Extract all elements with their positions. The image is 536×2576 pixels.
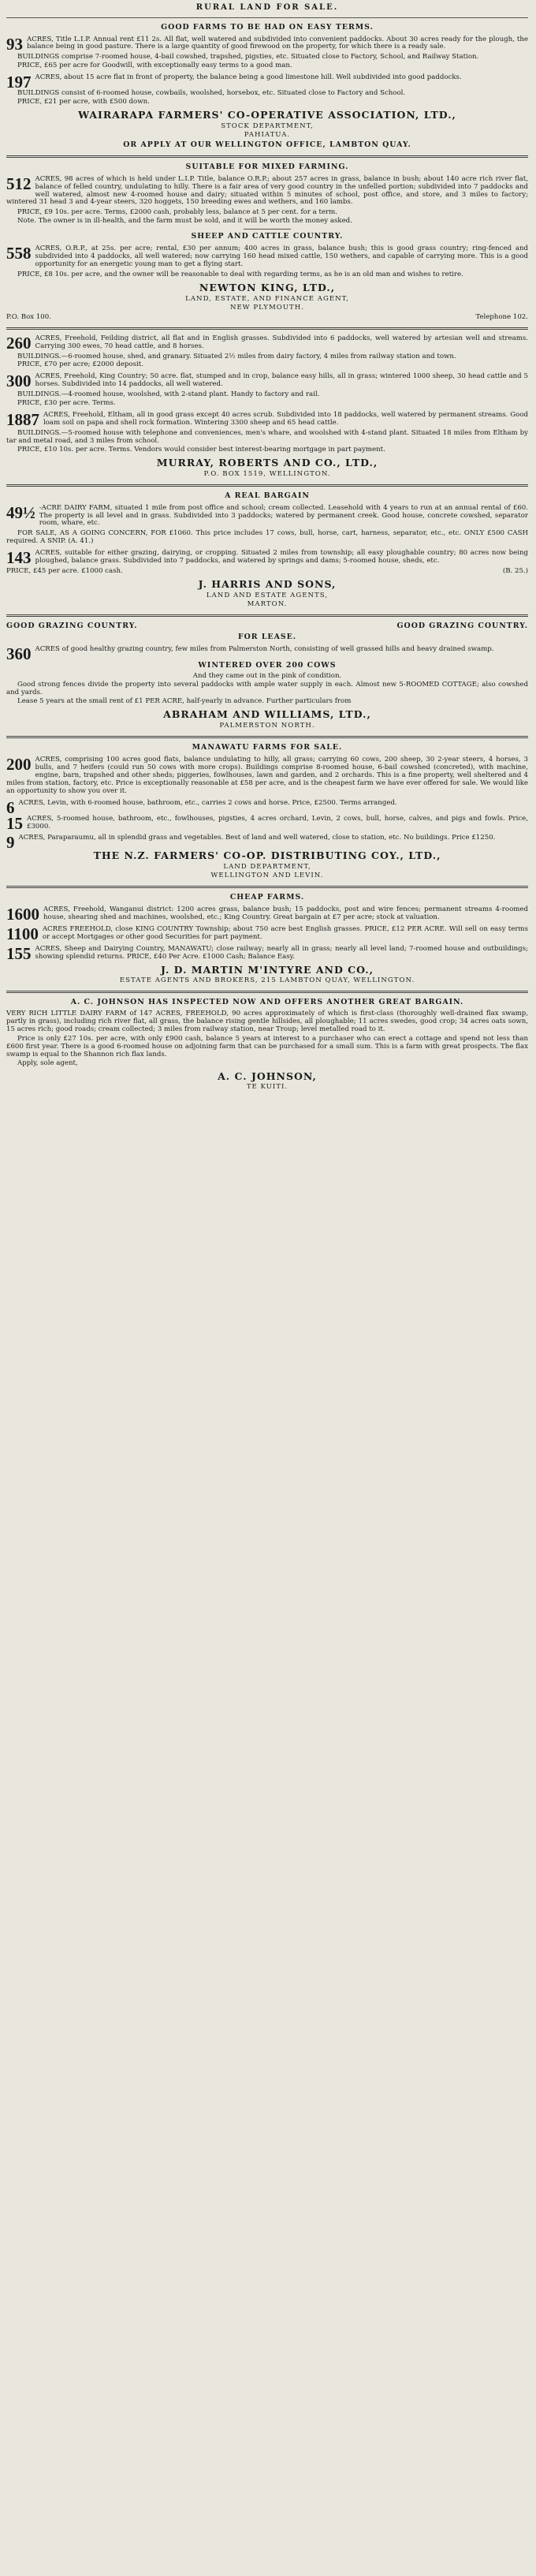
listing-acreage: 155	[6, 943, 32, 963]
listing-text: ACRES, 5-roomed house, bathroom, etc., fowlhouses, pigsties, 4 acres orchard, Levin, 2 cows, bull, horse, calves, and pigs and fowls. Price, £3000.	[27, 814, 528, 831]
agent-contact-row	[6, 314, 528, 322]
listing-price-row	[6, 568, 528, 576]
listing-buildings: BUILDINGS.—4-roomed house, woolshed, with 2-stand plant. Handy to factory and rail.	[17, 390, 320, 399]
agent-name: ABRAHAM AND WILLIAMS, LTD.,	[163, 708, 371, 721]
listing-price: Price is only £27 10s. per acre, with only £900 cash, balance 5 years at interest to a purchaser who can erect a cottage and spend not less than £600 first year. There is a good 6-roomed house on adjoining farm that can be purchased for a small sum. This is a farm with great prospects. The flax swamp is equal to the Shannon rich flax lands.	[6, 1034, 528, 1058]
agent-name: J. HARRIS AND SONS,	[198, 578, 337, 591]
agent-name: THE N.Z. FARMERS' CO-OP. DISTRIBUTING COY., LTD.,	[93, 849, 441, 862]
agent-address: P.O. BOX 1519, WELLINGTON.	[203, 469, 331, 478]
listing-1887-acres	[6, 410, 528, 430]
listing-buildings: BUILDINGS comprise 7-roomed house, 4-bail cowshed, trapshed, pigsties, etc. Situated close to Factory, School, and Railway Station.	[17, 53, 479, 62]
listing-price: PRICE, £30 per acre. Terms.	[17, 399, 116, 408]
listing-acreage: 360	[6, 644, 32, 663]
lease-heading: FOR LEASE.	[237, 632, 297, 641]
agent-department: LAND DEPARTMENT,	[223, 862, 311, 871]
listing-sale-text: FOR SALE, AS A GOING CONCERN, FOR £1060. This price includes 17 cows, bull, horse, cart, harness, separator, etc., etc. ONLY £500 CASH required. A SNIP.	[6, 529, 528, 546]
divider	[6, 327, 528, 330]
agent-town: MARTON.	[247, 599, 288, 608]
po-box: P.O. Box 100.	[6, 312, 51, 321]
section-heading-good-farms: GOOD FARMS TO BE HAD ON EASY TERMS.	[161, 22, 374, 32]
listing-300-acres	[6, 373, 528, 389]
listing-acreage: 558	[6, 244, 32, 263]
listing-apply: Apply, sole agent,	[17, 1058, 78, 1067]
listing-text: ACRES, Freehold, King Country; 50 acre. flat, stumped and in crop, balance easy hills, all in grass; wintered 1000 sheep, 30 head cattle and 5 horses. Subdivided into 14 paddocks, all well watered.	[35, 372, 528, 389]
divider	[6, 736, 528, 738]
listing-text: ACRES, suitable for either grazing, dairying, or cropping. Situated 2 miles from township; all easy ploughable country; 80 acres now being ploughed, balance grass. Subdivided into 7 paddocks, and watered by springs and dams; 5-roomed house, sheds, etc.	[35, 549, 528, 566]
listing-acreage: 1600	[6, 904, 39, 924]
agent-name: A. C. JOHNSON,	[218, 1070, 317, 1082]
listing-acreage: 197	[6, 73, 32, 92]
listing-price: PRICE, £45 per acre. £1000 cash.	[6, 567, 123, 576]
section-heading-johnson: A. C. JOHNSON HAS INSPECTED NOW AND OFFERS ANOTHER GREAT BARGAIN.	[70, 998, 464, 1007]
grazing-heading-row	[6, 622, 528, 631]
telephone: Telephone 102.	[475, 312, 528, 321]
listing-price: PRICE, £10 10s. per acre. Terms. Vendors would consider best interest-bearing mortgage in part payment.	[17, 446, 385, 454]
section-heading-cheap-farms: CHEAP FARMS.	[229, 892, 305, 902]
listing-143-acres	[6, 550, 528, 566]
listing-acreage: 200	[6, 754, 32, 774]
divider	[6, 484, 528, 487]
listing-text: ACRES, Title L.I.P. Annual rent £11 2s. All flat, well watered and subdivided into convenient paddocks. About 30 acres ready for the plough, the balance being in good pasture. There is a large quantity of good firewood on the property, for which there is a ready sale.	[27, 35, 528, 51]
listing-15-acres	[6, 813, 528, 833]
listing-9-acres	[6, 833, 528, 853]
agent-town: TE KUITI.	[246, 1083, 288, 1092]
listing-buildings: BUILDINGS.—5-roomed house with telephone and conveniences, men's whare, and woolshed with 4-stand plant. Situated 18 miles from Eltham by tar and metal road, and 3 miles from school.	[6, 429, 528, 446]
listing-acreage: 260	[6, 333, 32, 353]
listing-text: ACRES FREEHOLD, close KING COUNTRY Township; about 750 acre best English grasses. PRICE, £12 PER ACRE. Will sell on easy terms or accept Mortgages or other good Securities for part payment.	[42, 924, 528, 941]
listing-200-acres	[6, 756, 528, 796]
listing-text: ACRES, about 15 acre flat in front of property, the balance being a good limestone hill. Well subdivided into good paddocks.	[35, 73, 462, 82]
listing-sale-terms	[6, 530, 528, 546]
listing-acreage: 93	[6, 34, 23, 54]
agent-town: WELLINGTON AND LEVIN.	[210, 871, 324, 879]
heading-right: GOOD GRAZING COUNTRY.	[396, 621, 528, 630]
listing-197-acres	[6, 73, 528, 92]
divider	[6, 155, 528, 158]
listing-price: PRICE, £8 10s. per acre, and the owner will be reasonable to deal with regarding terms, as he is an old man and wishes to retire.	[17, 271, 463, 279]
listing-147-acres	[6, 1010, 528, 1034]
agent-description: LAND AND ESTATE AGENTS,	[206, 591, 329, 599]
section-subheading-sheep-cattle: SHEEP AND CATTLE COUNTRY.	[191, 232, 344, 241]
listing-text: ACRES, 98 acres of which is held under L.I.P. Title, balance O.R.P.; about 257 acres in grass, balance in bush; about 140 acre rich river flat, balance of felled country, undulating to hilly. There is a fair area of very good country in the unfelled portion; subdivided into 7 paddocks and well watered, almost new 4-roomed house and dairy; situated within 5 minutes of school, post office, and store, and 3 miles to factory; wintered 31 head 3 and 4-year steers, 320 hoggets, 150 breeding ewes and wethers, and 160 lambs.	[6, 174, 528, 207]
agent-town: PAHIATUA.	[244, 130, 291, 139]
page-title: RURAL LAND FOR SALE.	[6, 2, 528, 18]
agent-name: NEWTON KING, LTD.,	[199, 282, 336, 294]
listing-price: PRICE, £70 per acre; £2000 deposit.	[17, 360, 143, 369]
agent-name: J. D. MARTIN M'INTYRE AND CO.,	[161, 963, 374, 976]
divider	[6, 886, 528, 888]
agent-name: MURRAY, ROBERTS AND CO., LTD.,	[156, 457, 378, 469]
listing-text: ACRES, Levin, with 6-roomed house, bathroom, etc., carries 2 cows and horse. Price, £2500. Terms arranged.	[18, 798, 397, 807]
agent-name: WAIRARAPA FARMERS' CO-OPERATIVE ASSOCIATION, LTD.,	[78, 109, 456, 121]
wintered-heading: WINTERED OVER 200 COWS	[198, 660, 337, 670]
listing-acreage: 49½	[6, 502, 35, 522]
agent-address: ESTATE AGENTS AND BROKERS, 215 LAMBTON QUAY, WELLINGTON.	[119, 976, 415, 985]
listing-price: PRICE, £21 per acre, with £500 down.	[17, 98, 150, 106]
listing-text: ACRES, Sheep and Dairying Country, MANAWATU; close railway; nearly all in grass; nearly all level land; 7-roomed house and outbuildings; showing splendid returns. PRICE, £40 Per Acre. £1000 Cash; Balance Easy.	[35, 944, 528, 961]
listing-acreage: 143	[6, 548, 32, 568]
pink-condition: And they came out in the pink of condition.	[192, 672, 342, 681]
agent-town: PALMERSTON NORTH.	[219, 721, 315, 730]
listing-text: ACRES, Freehold, Eltham, all in good grass except 40 acres scrub. Subdivided into 18 paddocks, well watered by permanent streams. Good loam soil on papa and shell rock formation. Wintering 3300 sheep and 65 head cattle.	[43, 411, 528, 427]
listing-acreage: 15	[6, 813, 23, 833]
listing-6-acres	[6, 797, 528, 817]
divider	[6, 614, 528, 617]
listing-text: ACRES, O.R.P., at 25s. per acre; rental, £30 per annum; 400 acres in grass, balance bush; this is good grass country; ring-fenced and subdivided into 4 paddocks, all well watered; now carrying 160 head mixed cattle, 150 wethers, and capable of carrying more. This is a good opportunity for an energetic young man to get a flying start.	[35, 245, 528, 269]
listing-1600-acres	[6, 906, 528, 922]
agent-description: LAND, ESTATE, AND FINANCE AGENT,	[185, 294, 349, 303]
divider	[6, 991, 528, 993]
listing-acreage: 1887	[6, 410, 39, 430]
listing-acreage: 1100	[6, 924, 39, 943]
listing-text: ACRES, Paraparaumu, all in splendid grass and vegetables. Best of land and well watered, close to station, etc. No buildings. Price £1250.	[18, 834, 496, 842]
agent-office: OR APPLY AT OUR WELLINGTON OFFICE, LAMBTON QUAY.	[123, 140, 411, 149]
listing-reference: (B. 25.)	[502, 567, 528, 576]
heading-left: GOOD GRAZING COUNTRY.	[6, 621, 138, 630]
listing-text: -ACRE DAIRY FARM, situated 1 mile from post office and school; cream collected. Leasehold with 4 years to run at an annual rental of £60. The property is all level and in grass. Subdivided into 3 paddocks; watered by permanent creek. Good house, concrete cowshed, separator room, whare, etc.	[39, 503, 528, 528]
section-heading-mixed-farming: SUITABLE FOR MIXED FARMING.	[185, 162, 349, 171]
listing-49-acres	[6, 502, 528, 528]
listing-1100-acres	[6, 926, 528, 942]
section-heading-real-bargain: A REAL BARGAIN	[225, 491, 310, 500]
listing-lease-terms: Lease 5 years at the small rent of £1 PER ACRE, half-yearly in advance. Further particulars from	[17, 697, 352, 706]
listing-text: ACRES, Freehold, Feilding district, all flat and in English grasses. Subdivided into 6 paddocks, well watered by artesian well and streams. Carrying 300 ewes, 70 head cattle, and 8 horses.	[35, 334, 528, 350]
listing-acreage: 6	[6, 797, 15, 817]
listing-558-acres	[6, 245, 528, 269]
divider	[244, 229, 291, 230]
listing-text: ACRES, Freehold, Wanganui district: 1200 acres grass, balance bush; 15 paddocks, post and wire fences; permanent streams 4-roomed house, shearing shed and machines, woolshed, etc.; King Country. Great bargain at £7 per acre; stock at valuation.	[43, 905, 528, 921]
listing-360-acres	[6, 644, 528, 663]
listing-reference: (A. 41.)	[68, 537, 94, 546]
listing-acreage: 512	[6, 174, 32, 193]
listing-acreage: 9	[6, 833, 15, 853]
section-heading-manawatu: MANAWATU FARMS FOR SALE.	[192, 742, 343, 752]
listing-text: ACRES of good healthy grazing country, few miles from Palmerston North, consisting of well grassed hills and heavy drained swamp.	[35, 644, 494, 653]
listing-buildings: BUILDINGS consist of 6-roomed house, cowbails, woolshed, horsebox, etc. Situated close to Factory and School.	[17, 89, 406, 98]
listing-acreage: 300	[6, 371, 32, 391]
listing-260-acres	[6, 335, 528, 351]
listing-price: PRICE, £9 10s. per acre. Terms, £2000 cash, probably less, balance at 5 per cent. for a term.	[17, 208, 338, 217]
listing-price: PRICE, £65 per acre for Goodwill, with exceptionally easy terms to a good man.	[17, 62, 292, 70]
agent-department: STOCK DEPARTMENT,	[221, 121, 314, 130]
listing-text: ACRES, comprising 100 acres good flats, balance undulating to hilly, all grass; carrying 60 cows, 200 sheep, 30 2-year steers, 4 horses, 3 bulls, and 7 heifers (could run 50 cows with more crops). Buildings comprise 8-roomed house, 6-bail cowshed (concreted), with machine, engine, barn, trapshed and other sheds; piggeries, fowlhouses, lawn and garden, and 2 orchards. This is a fine property, well sheltered and 4 miles from station, factory, etc. Price is exceptionally reasonable at £58 per acre, and is the cheapest farm we have ever offered for sale. We would like an opportunity to show you over it.	[6, 755, 528, 795]
listing-buildings: BUILDINGS.—6-roomed house, shed, and granary. Situated 2½ miles from dairy factory, 4 miles from railway station and town.	[17, 352, 456, 360]
agent-town: NEW PLYMOUTH.	[229, 303, 304, 312]
listing-93-acres	[6, 36, 528, 52]
listing-note: Note. The owner is in ill-health, and the farm must be sold, and it will be worth the money asked.	[17, 217, 352, 226]
listing-text: VERY RICH LITTLE DAIRY FARM of 147 ACRES, FREEHOLD, 90 acres approximately of which is first-class (thoroughly well-drained flax swamp, partly in grass), including rich river flat, all grass, the balance rising gentle hillsides, all ploughable; 11 acres swedes, good crop; 34 acres oats sown, 15 acres rich; good roads; cream collected; 3 miles from railway station, near Troup; level metalled road to it.	[6, 1010, 528, 1033]
listing-fences: Good strong fences divide the property into several paddocks with ample water supply in each. Almost new 5-ROOMED COTTAGE; also cowshed and yards.	[6, 681, 528, 697]
listing-155-acres	[6, 943, 528, 963]
listing-512-acres	[6, 176, 528, 207]
